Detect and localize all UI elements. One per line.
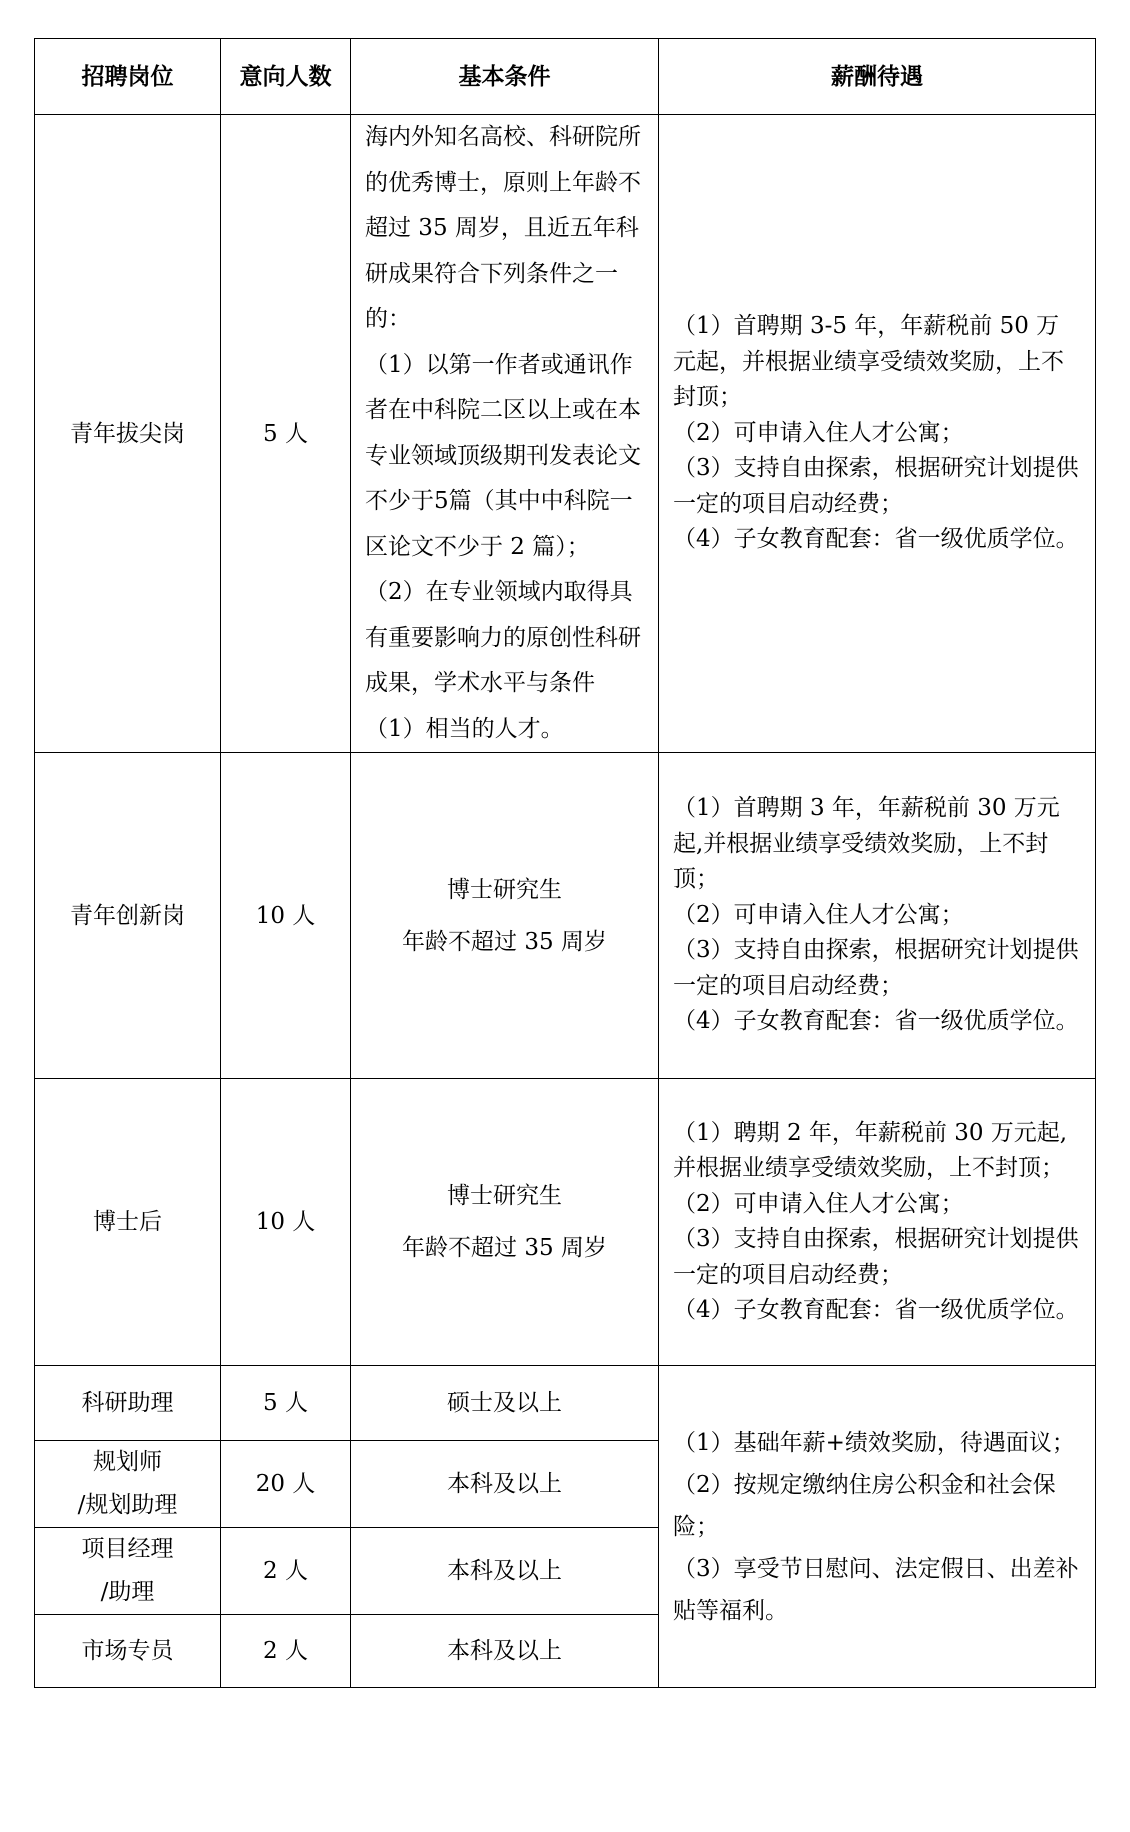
position-cell: 博士后 (35, 1079, 221, 1366)
table-row (35, 1366, 1096, 1441)
conditions-cell: 本科及以上 (351, 1441, 659, 1528)
conditions-cell (351, 753, 659, 1079)
conditions-cell (351, 115, 659, 753)
condition-paragraph: （1）以第一作者或通讯作者在中科院二区以上或在本专业领域顶级期刊发表论文不少于5篇（其中中科院一区论文不少于 2 篇）； (365, 351, 641, 560)
position-cell (35, 1528, 221, 1615)
condition-line: 年龄不超过 35 周岁 (402, 928, 607, 955)
condition-paragraph: （2）在专业领域内取得具有重要影响力的原创性科研成果，学术水平与条件（1）相当的人才。 (365, 579, 641, 742)
count-cell: 10 人 (221, 753, 351, 1079)
header-row (35, 39, 1096, 115)
count-cell: 5 人 (221, 1366, 351, 1441)
conditions-cell: 本科及以上 (351, 1615, 659, 1688)
header-conditions: 基本条件 (351, 39, 659, 115)
table-row (35, 753, 1096, 1079)
condition-line: 年龄不超过 35 周岁 (402, 1235, 607, 1261)
recruitment-table (34, 38, 1096, 1688)
count-cell: 10 人 (221, 1079, 351, 1366)
position-cell: 科研助理 (35, 1366, 221, 1441)
header-position: 招聘岗位 (35, 39, 221, 115)
count-cell: 2 人 (221, 1528, 351, 1615)
benefit-paragraph: （3）支持自由探索，根据研究计划提供一定的项目启动经费； (673, 937, 1079, 999)
position-line: /规划助理 (77, 1492, 178, 1518)
benefits-cell (659, 115, 1096, 753)
benefits-cell (659, 1079, 1096, 1366)
benefit-paragraph: （3）支持自由探索，根据研究计划提供一定的项目启动经费； (673, 455, 1079, 517)
conditions-cell: 本科及以上 (351, 1528, 659, 1615)
position-line: 规划师 (93, 1449, 162, 1475)
benefits-cell (659, 753, 1096, 1079)
benefit-paragraph: （4）子女教育配套：省一级优质学位。 (673, 526, 1079, 553)
benefit-paragraph: （1）聘期 2 年，年薪税前 30 万元起,并根据业绩享受绩效奖励，上不封顶； (673, 1119, 1068, 1181)
benefit-paragraph: （2）可申请入住人才公寓； (673, 1190, 964, 1217)
benefit-paragraph: （2）可申请入住人才公寓； (673, 419, 964, 446)
benefit-paragraph: （1）基础年薪+绩效奖励，待遇面议； (673, 1429, 1075, 1456)
count-cell: 2 人 (221, 1615, 351, 1688)
benefit-paragraph: （3）支持自由探索，根据研究计划提供一定的项目启动经费； (673, 1226, 1079, 1288)
condition-line: 博士研究生 (447, 876, 562, 903)
shared-benefits-cell (659, 1366, 1096, 1688)
position-cell: 青年拔尖岗 (35, 115, 221, 753)
benefit-paragraph: （1）首聘期 3 年，年薪税前 30 万元起,并根据业绩享受绩效奖励，上不封顶； (673, 795, 1060, 893)
count-cell: 5 人 (221, 115, 351, 753)
benefit-paragraph: （1）首聘期 3-5 年，年薪税前 50 万元起，并根据业绩享受绩效奖励，上不封顶； (673, 313, 1064, 411)
table-row (35, 115, 1096, 753)
table-row (35, 1079, 1096, 1366)
position-line: 项目经理 (81, 1536, 174, 1562)
condition-paragraph: 海内外知名高校、科研院所的优秀博士，原则上年龄不超过 35 周岁，且近五年科研成果符合下列条件之一的： (365, 124, 641, 332)
position-cell: 市场专员 (35, 1615, 221, 1688)
benefit-paragraph: （3）享受节日慰问、法定假日、出差补贴等福利。 (673, 1555, 1079, 1624)
condition-line: 博士研究生 (447, 1183, 562, 1209)
position-cell (35, 1441, 221, 1528)
header-count: 意向人数 (221, 39, 351, 115)
count-cell: 20 人 (221, 1441, 351, 1528)
benefit-paragraph: （4）子女教育配套：省一级优质学位。 (673, 1008, 1079, 1035)
position-cell: 青年创新岗 (35, 753, 221, 1079)
conditions-cell: 硕士及以上 (351, 1366, 659, 1441)
benefit-paragraph: （2）可申请入住人才公寓； (673, 901, 964, 928)
position-line: /助理 (100, 1579, 155, 1605)
benefit-paragraph: （4）子女教育配套：省一级优质学位。 (673, 1297, 1079, 1323)
benefit-paragraph: （2）按规定缴纳住房公积金和社会保险； (673, 1471, 1056, 1540)
header-benefits: 薪酬待遇 (659, 39, 1096, 115)
conditions-cell (351, 1079, 659, 1366)
